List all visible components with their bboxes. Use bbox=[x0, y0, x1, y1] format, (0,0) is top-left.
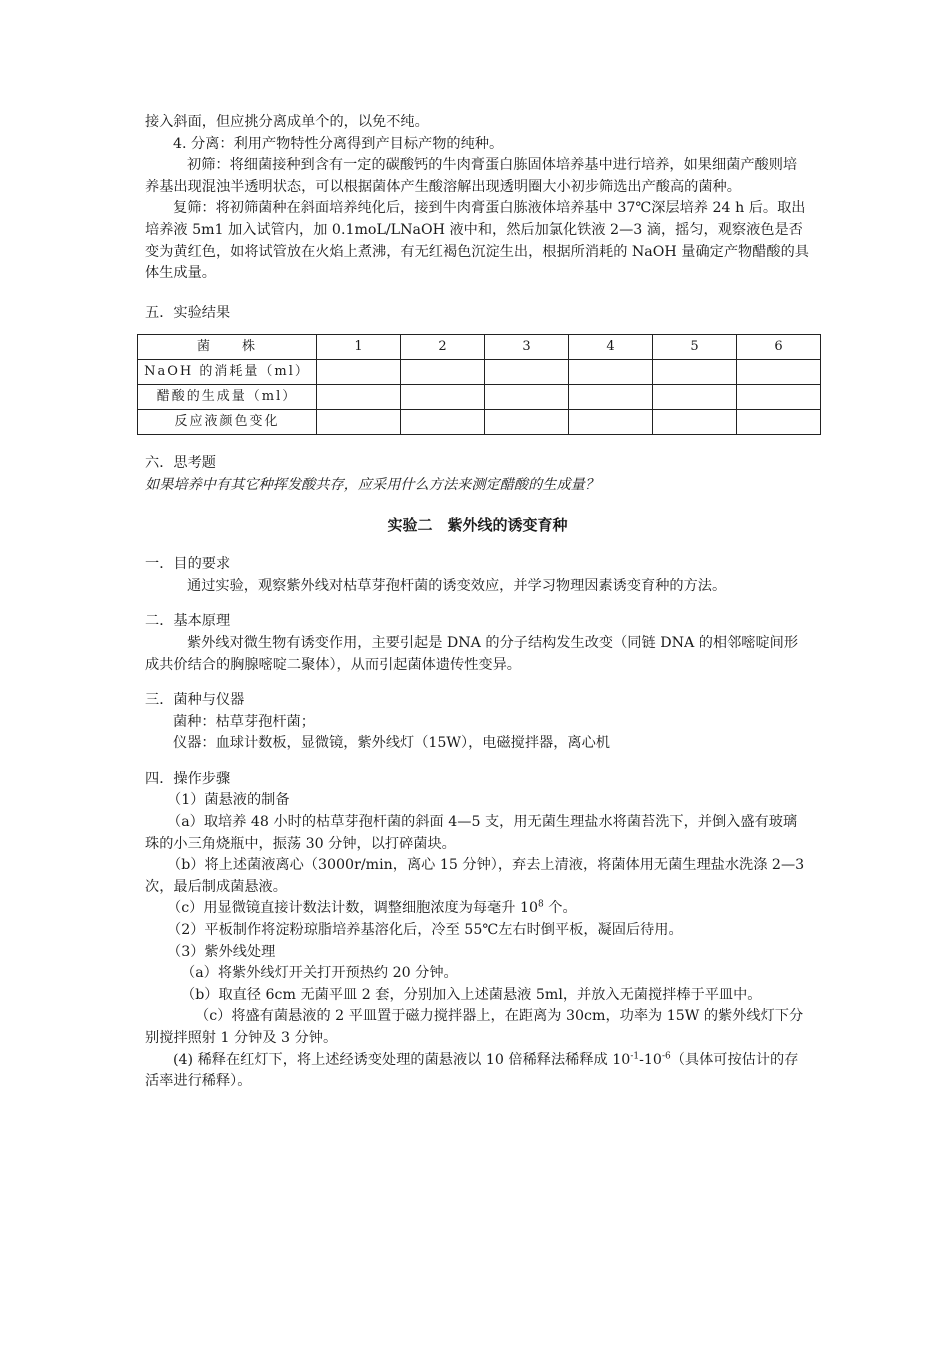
table-cell bbox=[485, 360, 569, 385]
section-results-heading: 五．实验结果 bbox=[145, 304, 231, 321]
table-row-label: NaOH 的消耗量（ml） bbox=[138, 360, 317, 385]
step-4-exponent-1: -1 bbox=[630, 1050, 640, 1061]
step-4 bbox=[145, 1050, 810, 1093]
table-cell bbox=[569, 385, 653, 410]
paragraph-separation: 4. 分离：利用产物特性分离得到产目标产物的纯种。 bbox=[173, 135, 504, 152]
instruments-text: 仪器：血球计数板，显微镜，紫外线灯（15W），电磁搅拌器，离心机 bbox=[173, 735, 610, 752]
step-1a: （a）取培养 48 小时的枯草芽孢杆菌的斜面 4—5 支，用无菌生理盐水将菌苔洗下，并倒入盛有玻璃珠的小三角烧瓶中，振荡 30 分钟，以打碎菌块。 bbox=[145, 814, 798, 852]
step-1c bbox=[145, 898, 810, 920]
table-row bbox=[138, 410, 821, 435]
table-header-label: 菌 株 bbox=[138, 335, 317, 360]
step-3c: （c）将盛有菌悬液的 2 平皿置于磁力搅拌器上，在距离为 30cm，功率为 15W 的紫外线灯下分别搅拌照射 1 分钟及 3 分钟。 bbox=[145, 1008, 804, 1046]
paragraph-continued: 接入斜面，但应挑分离成单个的，以免不纯。 bbox=[145, 114, 429, 130]
table-column-header: 1 bbox=[317, 335, 401, 360]
document-page bbox=[145, 112, 810, 1093]
section-steps-heading: 四．操作步骤 bbox=[145, 770, 231, 787]
step-4-text: (4) 稀释在红灯下，将上述经诱变处理的菌悬液以 10 倍稀释法稀释成 10 bbox=[173, 1051, 631, 1068]
table-row-label: 反应液颜色变化 bbox=[138, 410, 317, 435]
step-1-heading: （1）菌悬液的制备 bbox=[167, 792, 290, 809]
step-3a: （a）将紫外线灯开关打开预热约 20 分钟。 bbox=[181, 965, 458, 982]
table-column-header: 5 bbox=[653, 335, 737, 360]
table-cell bbox=[653, 360, 737, 385]
table-cell bbox=[317, 385, 401, 410]
table-cell bbox=[653, 410, 737, 435]
table-cell bbox=[485, 385, 569, 410]
principle-text: 紫外线对微生物有诱变作用，主要引起是 DNA 的分子结构发生改变（同链 DNA 的相邻嘧啶间形成共价结合的胸腺嘧啶二聚体），从而引起菌体遗传性变异。 bbox=[145, 634, 799, 673]
step-1c-text: （c）用显微镜直接计数法计数，调整细胞浓度为每毫升 10 bbox=[167, 900, 539, 917]
question-text: 如果培养中有其它种挥发酸共存，应采用什么方法来测定醋酸的生成量？ bbox=[145, 476, 600, 493]
table-cell bbox=[317, 360, 401, 385]
section-purpose-heading: 一．目的要求 bbox=[145, 556, 231, 573]
table-cell bbox=[401, 385, 485, 410]
table-row-label: 醋酸的生成量（ml） bbox=[138, 385, 317, 410]
table-cell bbox=[569, 360, 653, 385]
section-materials-heading: 三．菌种与仪器 bbox=[145, 692, 245, 709]
step-1c-text-end: 个。 bbox=[543, 900, 577, 917]
table-cell bbox=[401, 410, 485, 435]
results-table bbox=[137, 334, 821, 435]
table-cell bbox=[737, 385, 821, 410]
step-1b: （b）将上述菌液离心（3000r/min，离心 15 分钟），弃去上清液，将菌体用无菌生理盐水洗涤 2—3 次，最后制成菌悬液。 bbox=[145, 857, 805, 895]
table-cell bbox=[737, 410, 821, 435]
step-3b: （b）取直径 6cm 无菌平皿 2 套，分别加入上述菌悬液 5ml，并放入无菌搅拌棒于平皿中。 bbox=[181, 986, 762, 1003]
section-principle-heading: 二．基本原理 bbox=[145, 613, 231, 630]
purpose-text: 通过实验，观察紫外线对枯草芽孢杆菌的诱变效应，并学习物理因素诱变育种的方法。 bbox=[187, 577, 727, 594]
table-cell bbox=[653, 385, 737, 410]
table-column-header: 4 bbox=[569, 335, 653, 360]
table-cell bbox=[569, 410, 653, 435]
table-cell bbox=[317, 410, 401, 435]
step-4-text-mid: -10 bbox=[639, 1051, 662, 1068]
step-1c-exponent: 8 bbox=[538, 899, 544, 910]
table-column-header: 2 bbox=[401, 335, 485, 360]
paragraph-rescreening: 复筛：将初筛菌种在斜面培养纯化后，接到牛肉膏蛋白胨液体培养基中 37℃深层培养 24 h 后。取出培养液 5m1 加入试管内，加 0.1moL/LNaOH 液中和，然后加氯化铁液 2—3 滴，摇匀，观察液色是否变为黄红色，如将试管放在火焰上煮沸，有无红褐色沉淀生出，根据所消耗的 NaOH 量确定产物醋酸的具体生成量。 bbox=[145, 200, 809, 282]
step-3-heading: （3）紫外线处理 bbox=[167, 943, 276, 960]
table-cell bbox=[485, 410, 569, 435]
table-column-header: 3 bbox=[485, 335, 569, 360]
section-questions-heading: 六．思考题 bbox=[145, 455, 216, 472]
step-2: （2）平板制作将淀粉琼脂培养基溶化后，冷至 55℃左右时倒平板，凝固后待用。 bbox=[167, 922, 683, 939]
table-row bbox=[138, 360, 821, 385]
experiment-title: 实验二 紫外线的诱变育种 bbox=[387, 515, 568, 534]
strain-text: 菌种：枯草芽孢杆菌； bbox=[173, 713, 315, 730]
table-column-header: 6 bbox=[737, 335, 821, 360]
paragraph-initial-screening: 初筛：将细菌接种到含有一定的碳酸钙的牛肉膏蛋白胨固体培养基中进行培养，如果细菌产酸则培养基出现混浊半透明状态，可以根据菌体产生酸溶解出现透明圈大小初步筛选出产酸高的菌种。 bbox=[145, 157, 798, 195]
table-header-row bbox=[138, 335, 821, 360]
table-cell bbox=[401, 360, 485, 385]
table-cell bbox=[737, 360, 821, 385]
table-row bbox=[138, 385, 821, 410]
step-4-exponent-2: -6 bbox=[661, 1050, 671, 1061]
step-4-text-end: （具体可按估计的存活率进行稀释）。 bbox=[145, 1051, 799, 1090]
